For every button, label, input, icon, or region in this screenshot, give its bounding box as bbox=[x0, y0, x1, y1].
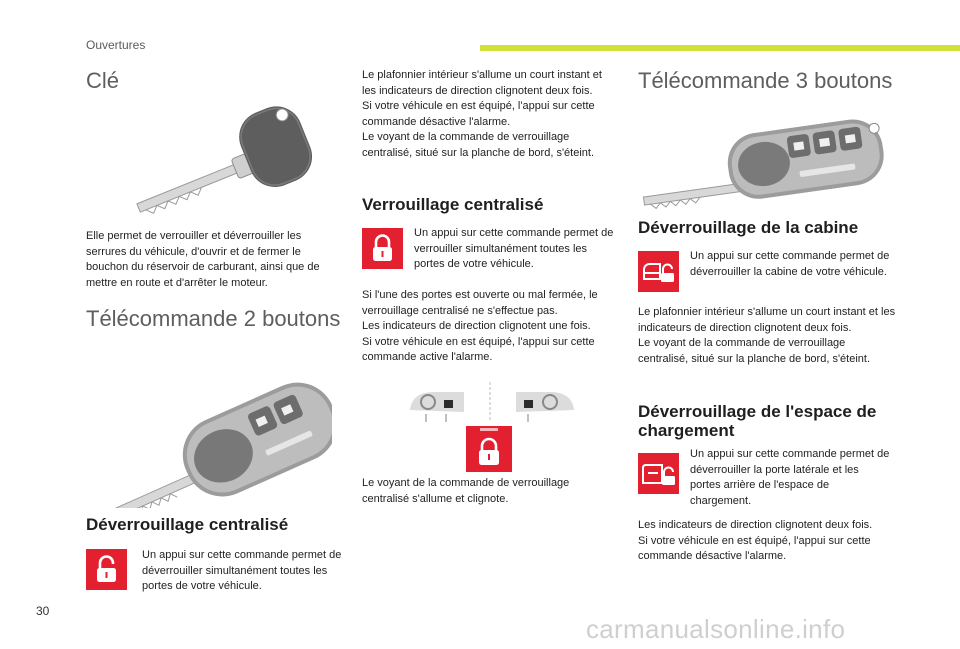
title-cargo-unlock: Déverrouillage de l'espace de chargement bbox=[638, 402, 877, 440]
title-remote-3-buttons: Télécommande 3 boutons bbox=[638, 68, 893, 93]
cabin-unlock-icon bbox=[638, 251, 679, 292]
padlock-open-button-icon bbox=[86, 549, 127, 590]
padlock-open-icon bbox=[86, 549, 127, 590]
cabin-unlock-button-icon bbox=[638, 251, 679, 292]
section-label: Ouvertures bbox=[86, 38, 146, 52]
remote-2-buttons-illustration bbox=[92, 348, 332, 508]
cargo-unlock-followup-text: Les indicateurs de direction clignotent deux fois. Si votre véhicule en est équipé, l'appui sur cette commande désactive l'alarme. bbox=[638, 519, 873, 562]
title-key: Clé bbox=[86, 68, 120, 93]
unlock-effects-text: Le plafonnier intérieur s'allume un court instant et les indicateurs de direction clignotent deux fois. Si votre véhicule en est équipé, l'appui sur cette commande désactive l'alarme. Le voyant de la commande de verrouillage centralisé, situé sur la planche de bord, s'éteint. bbox=[362, 69, 602, 159]
indicator-blink-text: Le voyant de la commande de verrouillage centralisé s'allume et clignote. bbox=[362, 477, 570, 505]
padlock-closed-icon bbox=[362, 228, 403, 269]
door-open-warning-text: Si l'une des portes est ouverte ou mal fermée, le verrouillage centralisé ne s'effectue pas. Les indicateurs de direction clignotent une fois. Si votre véhicule en est équipé, l'appui sur cette commande active l'alarme. bbox=[362, 289, 598, 363]
central-unlock-text: Un appui sur cette commande permet de déverrouiller simultanément toutes les portes de votre véhicule. bbox=[142, 549, 342, 592]
central-lock-text: Un appui sur cette commande permet de verrouiller simultanément toutes les portes de votre véhicule. bbox=[414, 227, 614, 270]
cargo-unlock-text: Un appui sur cette commande permet de déverrouiller la porte latérale et les portes arrière de l'espace de chargement. bbox=[690, 448, 890, 507]
key-illustration bbox=[120, 100, 320, 220]
key-description: Elle permet de verrouiller et déverrouiller les serrures du véhicule, d'ouvrir et de fermer le bouchon du réservoir de carburant, ainsi que de mettre en route et d'arrêter le moteur. bbox=[86, 230, 320, 289]
dashboard-indicator-illustration bbox=[404, 380, 580, 476]
cargo-unlock-button-icon bbox=[638, 453, 679, 494]
title-central-lock: Verrouillage centralisé bbox=[362, 195, 544, 214]
cabin-unlock-text: Un appui sur cette commande permet de déverrouiller la cabine de votre véhicule. bbox=[690, 250, 890, 278]
title-remote-2-buttons: Télécommande 2 boutons bbox=[86, 306, 341, 331]
remote-3-buttons-illustration bbox=[640, 118, 888, 210]
title-central-unlock: Déverrouillage centralisé bbox=[86, 515, 289, 534]
page-number: 30 bbox=[36, 604, 50, 618]
watermark: carmanualsonline.info bbox=[586, 614, 846, 644]
cabin-unlock-followup-text: Le plafonnier intérieur s'allume un court instant et les indicateurs de direction clignotent deux fois. Le voyant de la commande de verrouillage centralisé, situé sur la planche de bord, s'éteint. bbox=[638, 306, 896, 365]
section-accent-bar bbox=[480, 45, 960, 51]
title-cabin-unlock: Déverrouillage de la cabine bbox=[638, 218, 859, 237]
cargo-unlock-icon bbox=[638, 453, 679, 494]
padlock-closed-button-icon bbox=[362, 228, 403, 269]
